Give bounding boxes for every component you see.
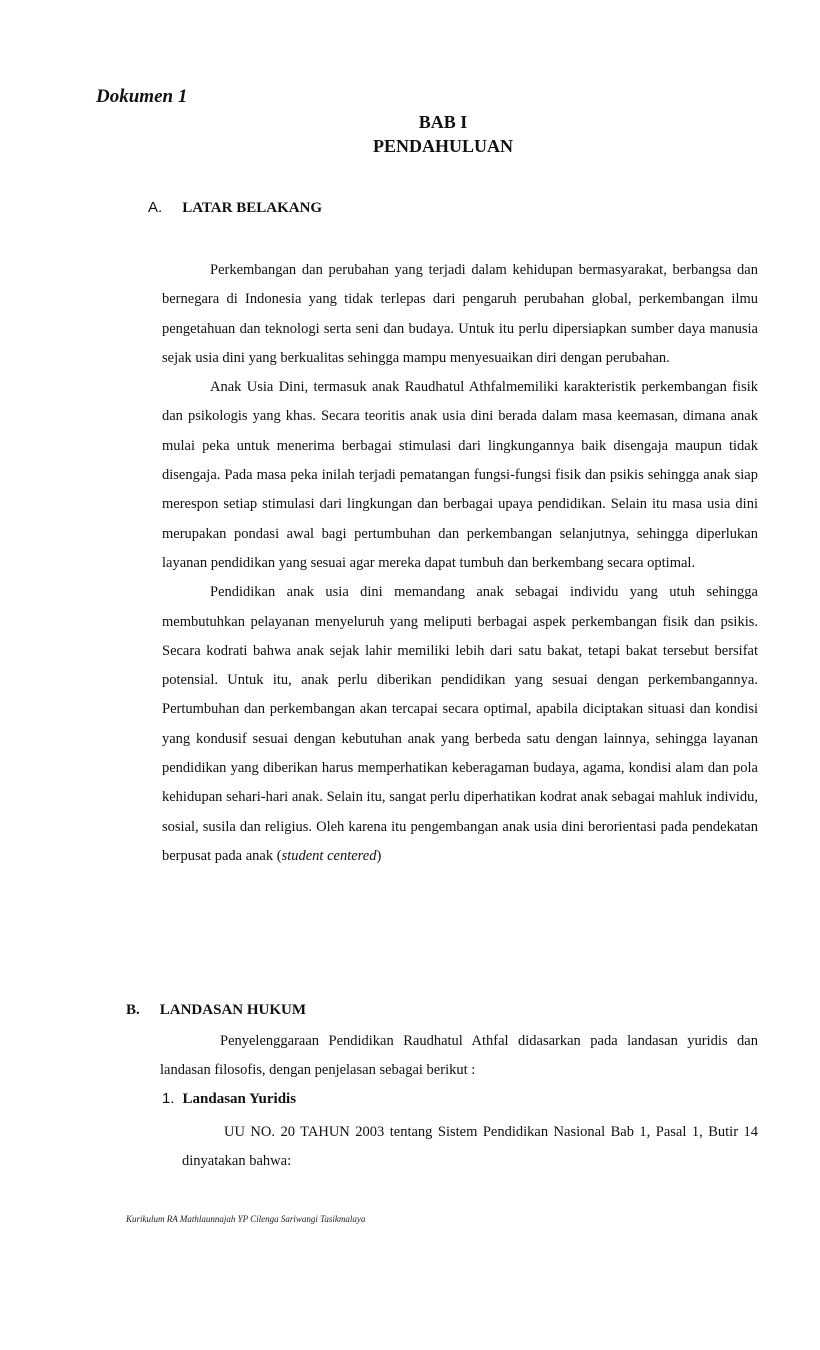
section-a-marker: A. xyxy=(148,199,163,216)
section-a-title: LATAR BELAKANG xyxy=(182,200,323,216)
paragraph-text: Pendidikan anak usia dini memandang anak sebagai individu yang utuh sehingga membutuhkan pelayanan menyeluruh yang meliputi berbagai aspek perkembangan fisik dan psikis. Secara kodrati bahwa anak sejak lahir memiliki lebih dari satu bakat, tetapi bakat tersebut bersifat potensial. Untuk itu, anak perlu diberikan pendidikan yang sesuai dengan perkembangannya. Pertumbuhan dan perkembangan akan tercapai secara optimal, apabila diciptakan situasi dan kondisi yang kondusif sesuai dengan kebutuhan anak yang berbeda satu dengan lainnya, sehingga layanan pendidikan yang diberikan harus memperhatikan keberagaman budaya, agama, kondisi alam dan pola kehidupan sehari-hari anak. Selain itu, sangat perlu diperhatikan kodrat anak sebagai mahluk individu, sosial, susila dan religius. Oleh karena itu pengembangan anak usia dini berorientasi pada pendekatan berpusat pada anak ( xyxy=(162,584,758,864)
section-a-heading xyxy=(148,199,322,217)
subsection-1-body xyxy=(182,1118,758,1177)
paragraph: Anak Usia Dini, termasuk anak Raudhatul Athfalmemiliki karakteristik perkembangan fisik dan psikologis yang khas. Secara teoritis anak usia dini berada dalam masa keemasan, dimana anak mulai peka untuk menerima berbagai stimulasi dari lingkungannya baik disengaja maupun tidak disengaja. Pada masa peka inilah terjadi pematangan fungsi-fungsi fisik dan psikis sehingga anak siap merespon setiap stimulasi dari lingkungan dan berbagai upaya pendidikan. Selain itu masa usia dini merupakan pondasi awal bagi pertumbuhan dan perkembangan selanjutnya, sehingga diperlukan layanan pendidikan yang sesuai agar mereka dapat tumbuh dan berkembang secara optimal. xyxy=(162,379,758,571)
subsection-1-heading xyxy=(162,1090,296,1108)
paragraph xyxy=(162,578,758,871)
subsection-1-title: Landasan Yuridis xyxy=(182,1091,297,1107)
section-b-title: LANDASAN HUKUM xyxy=(159,1002,307,1018)
section-b-heading xyxy=(126,1002,306,1019)
page-footer: Kurikulum RA Mathlaunnajah YP Cilenga Sariwangi Tasikmalaya xyxy=(126,1214,366,1224)
paragraph: Perkembangan dan perubahan yang terjadi dalam kehidupan bermasyarakat, berbangsa dan bernegara di Indonesia yang tidak terlepas dari pengaruh perubahan global, perkembangan ilmu pengetahuan dan teknologi serta seni dan budaya. Untuk itu perlu dipersiapkan sumber daya manusia sejak usia dini yang berkualitas sehingga mampu menyesuaikan diri dengan perubahan. xyxy=(162,262,758,366)
paragraph: UU NO. 20 TAHUN 2003 tentang Sistem Pendidikan Nasional Bab 1, Pasal 1, Butir 14 dinyatakan bahwa: xyxy=(182,1124,758,1170)
paragraph: Penyelenggaraan Pendidikan Raudhatul Athfal didasarkan pada landasan yuridis dan landasan filosofis, dengan penjelasan sebagai berikut : xyxy=(160,1033,758,1079)
paragraph-close: ) xyxy=(376,847,382,864)
section-b-body xyxy=(160,1027,758,1086)
italic-term: student centered xyxy=(281,847,377,864)
section-b-marker: B. xyxy=(126,1002,140,1018)
document-label: Dokumen 1 xyxy=(96,86,188,107)
section-a-body xyxy=(162,256,758,871)
chapter-title: PENDAHULUAN xyxy=(372,136,513,156)
chapter-number: BAB I xyxy=(418,112,468,132)
subsection-1-marker: 1. xyxy=(162,1090,175,1107)
